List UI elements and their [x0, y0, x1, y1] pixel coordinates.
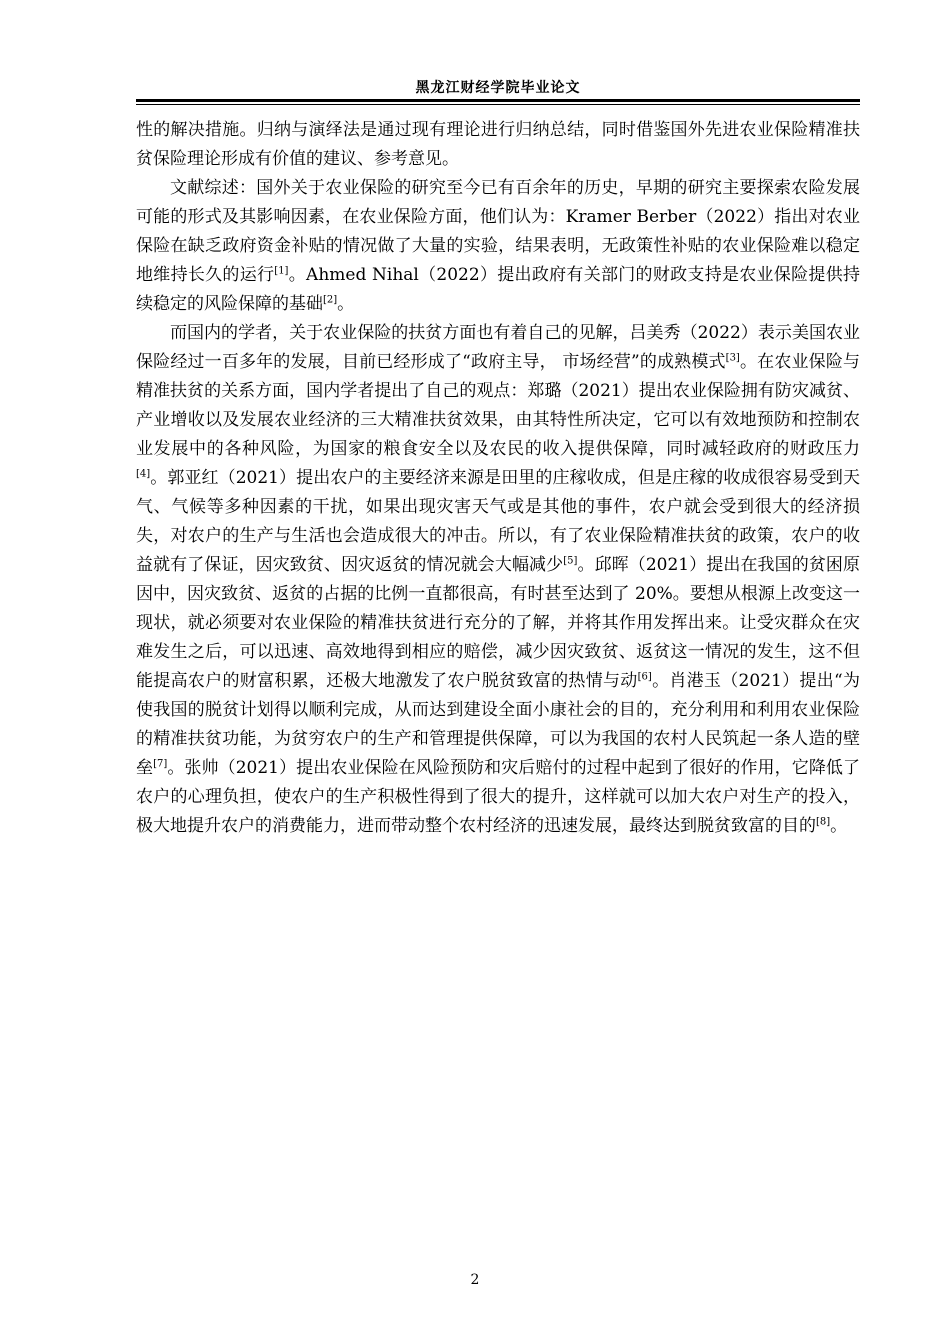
text-run: 而国内的学者，关于农业保险的扶贫方面也有着自己的见解，吕美秀（2022）表示美国农业保险经过一百多年的发展，目前已经形成了“政府主导， 市场经营”的成熟模式 — [136, 323, 860, 372]
text-run: 。在农业保险与精准扶贫的关系方面，国内学者提出了自己的观点：郑璐（2021）提出农业保险拥有防灾减贫、产业增收以及发展农业经济的三大精准扶贫效果，由其特性所决定，它可以有效地预防和控制农业发展中的各种风险，为国家的粮食安全以及农民的收入提供保障，同时减轻政府的财政压力 — [136, 352, 860, 459]
body-paragraph — [136, 116, 860, 174]
page-number: 2 — [470, 1272, 480, 1288]
header-rule-thick — [136, 99, 860, 102]
body-paragraph — [136, 174, 860, 319]
text-run: 。肖港玉（2021）提出“为使我国的脱贫计划得以顺利完成，从而达到建设全面小康社会的目的，充分利用和利用农业保险的精准扶贫功能，为贫穷农户的生产和管理提供保障，可以为我国的农村人民筑起一条人造的壁垒 — [136, 671, 860, 778]
citation-marker: [3] — [725, 352, 740, 364]
citation-marker: [2] — [323, 294, 338, 306]
citation-marker: [4] — [136, 468, 151, 480]
citation-marker: [8] — [816, 816, 831, 828]
text-run: 性的解决措施。归纳与演绎法是通过现有理论进行归纳总结，同时借鉴国外先进农业保险精准扶贫保险理论形成有价值的建议、参考意见。 — [136, 120, 860, 169]
text-run: 。郭亚红（2021）提出农户的主要经济来源是田里的庄稼收成，但是庄稼的收成很容易受到天气、气候等多种因素的干扰，如果出现灾害天气或是其他的事件，农户就会受到很大的经济损失，对农户的生产与生活也会造成很大的冲击。所以，有了农业保险精准扶贫的政策，农户的收益就有了保证，因灾致贫、因灾返贫的情况就会大幅减少 — [136, 468, 860, 575]
running-header-title: 黑龙江财经学院毕业论文 — [415, 80, 581, 96]
text-run: 。 — [337, 294, 355, 314]
text-run: 。Ahmed Nihal（2022）提出政府有关部门的财政支持是农业保险提供持续稳定的风险保障的基础 — [136, 265, 860, 314]
citation-marker: [6] — [637, 671, 652, 683]
text-run: 文献综述：国外关于农业保险的研究至今已有百余年的历史，早期的研究主要探索农险发展可能的形式及其影响因素，在农业保险方面，他们认为：Kramer Berber（2022）指出对农业保险在缺乏政府资金补贴的情况做了大量的实验，结果表明，无政策性补贴的农业保险难以稳定地维持长久的运行 — [136, 178, 860, 285]
citation-marker: [1] — [274, 265, 289, 277]
header-rule-thin — [136, 104, 860, 105]
body-text — [136, 116, 860, 841]
text-run: 。邱晖（2021）提出在我国的贫困原因中，因灾致贫、返贫的占据的比例一直都很高，有时甚至达到了 20%。要想从根源上改变这一现状，就必须要对农业保险的精准扶贫进行充分的了解，并将其作用发挥出来。让受灾群众在灾难发生之后，可以迅速、高效地得到相应的赔偿，减少因灾致贫、返贫这一情况的发生，这不但能提高农户的财富积累，还极大地激发了农户脱贫致富的热情与动 — [136, 555, 861, 691]
body-paragraph — [136, 319, 860, 841]
citation-marker: [7] — [153, 758, 168, 770]
text-run: 。张帅（2021）提出农业保险在风险预防和灾后赔付的过程中起到了很好的作用，它降低了农户的心理负担，使农户的生产积极性得到了很大的提升，这样就可以加大农户对生产的投入，极大地提升农户的消费能力，进而带动整个农村经济的迅速发展，最终达到脱贫致富的目的 — [136, 758, 861, 836]
citation-marker: [5] — [563, 555, 578, 567]
text-run: 。 — [830, 816, 848, 836]
